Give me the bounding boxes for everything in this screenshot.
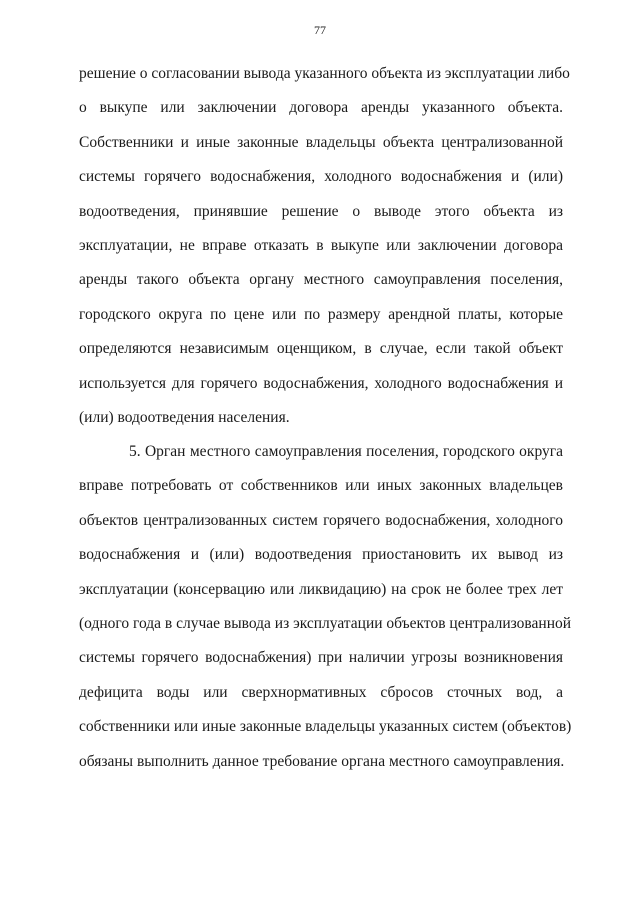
paragraph-continuation [79, 57, 570, 435]
text-line: используется для горячего водоснабжения, холодного водоснабжения и [79, 374, 563, 392]
text-line: эксплуатации, не вправе отказать в выкупе или заключении договора [79, 236, 563, 254]
text-line: (одного года в случае вывода из эксплуатации объектов централизованной [79, 614, 572, 632]
text-line: о выкупе или заключении договора аренды указанного объекта. [79, 99, 563, 117]
text-line: водоотведения, принявшие решение о выводе этого объекта из [79, 202, 563, 220]
text-line: решение о согласовании вывода указанного объекта из эксплуатации либо [79, 65, 570, 82]
text-line: собственники или иные законные владельцы указанных систем (объектов) [79, 718, 572, 736]
paragraph-item-5 [79, 435, 572, 779]
text-line: дефицита воды или сверхнормативных сбросов сточных вод, а [79, 683, 563, 701]
text-line: 5. Орган местного самоуправления поселения, городского округа [129, 443, 563, 460]
text-line: системы горячего водоснабжения) при наличии угрозы возникновения [79, 649, 563, 667]
text-line: Собственники и иные законные владельцы объекта централизованной [79, 133, 563, 151]
text-line: определяются независимым оценщиком, в случае, если такой объект [79, 340, 563, 358]
text-line: городского округа по цене или по размеру арендной платы, которые [79, 305, 563, 323]
text-line: (или) водоотведения населения. [79, 408, 290, 426]
page-number: 77 [314, 23, 326, 37]
text-line: объектов централизованных систем горячего водоснабжения, холодного [79, 511, 563, 529]
text-line: обязаны выполнить данное требование органа местного самоуправления. [79, 752, 565, 770]
text-line: вправе потребовать от собственников или иных законных владельцев [79, 477, 563, 495]
text-line: эксплуатации (консервацию или ликвидацию) на срок не более трех лет [79, 580, 563, 598]
text-line: аренды такого объекта органу местного самоуправления поселения, [79, 271, 563, 289]
text-line: водоснабжения и (или) водоотведения приостановить их вывод из [79, 546, 563, 564]
text-line: системы горячего водоснабжения, холодного водоснабжения и (или) [79, 168, 563, 186]
